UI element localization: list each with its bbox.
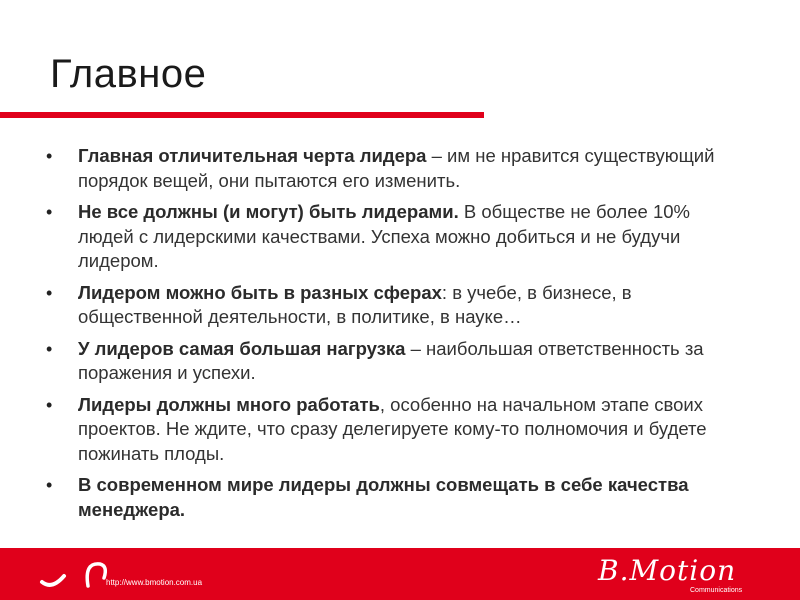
title-underline [0, 112, 484, 118]
bullet-text: , особенно на начальном этапе своих проектов. Не ждите, что сразу делегируете кому-то полномочия и будете пожинать плоды. [78, 393, 707, 464]
swoosh-logo-icon [38, 556, 108, 596]
bullet-bold-text: Главная отличительная черта лидера [78, 145, 427, 166]
bullet-bold-text: У лидеров самая большая нагрузка [78, 337, 406, 359]
bullet-bold-text: Не все должны (и могут) быть лидерами. [78, 201, 459, 222]
footer-bar [0, 548, 800, 600]
bullet-marker: • [46, 338, 53, 359]
page-title: Главное [50, 52, 207, 96]
footer-url-link[interactable]: http://www.bmotion.com.ua [106, 578, 203, 587]
brand-logo-text: B.Motion [598, 554, 737, 586]
bullet-marker: • [46, 202, 53, 222]
bullet-text: : в учебе, в бизнесе, в общественной деятельности, в политике, в науке… [78, 281, 632, 327]
bullet-text: В обществе не более 10% людей с лидерскими качествами. Успеха можно добиться и не будучи лидером. [78, 201, 690, 271]
bullet-marker: • [46, 475, 53, 495]
list-item [44, 144, 744, 193]
list-item [44, 200, 744, 274]
bullet-marker: • [46, 394, 53, 415]
bullet-text: – наибольшая ответственность за поражения и успехи. [78, 337, 704, 383]
bullet-text: – им не нравится существующий порядок вещей, они пытаются его изменить. [78, 145, 715, 191]
list-item [44, 393, 744, 467]
list-item [44, 473, 744, 522]
list-item [44, 281, 744, 330]
bullet-marker: • [46, 282, 53, 303]
brand-subtitle: Communications [690, 587, 743, 594]
brand-logo [596, 554, 766, 586]
bullet-bold-text: В современном мире лидеры должны совмещать в себе качества менеджера. [78, 474, 689, 520]
bullet-marker: • [46, 146, 53, 166]
bullet-bold-text: Лидеры должны много работать [78, 393, 380, 415]
list-item [44, 337, 744, 386]
bullet-bold-text: Лидером можно быть в разных сферах [78, 281, 442, 303]
bullet-list [44, 144, 744, 529]
